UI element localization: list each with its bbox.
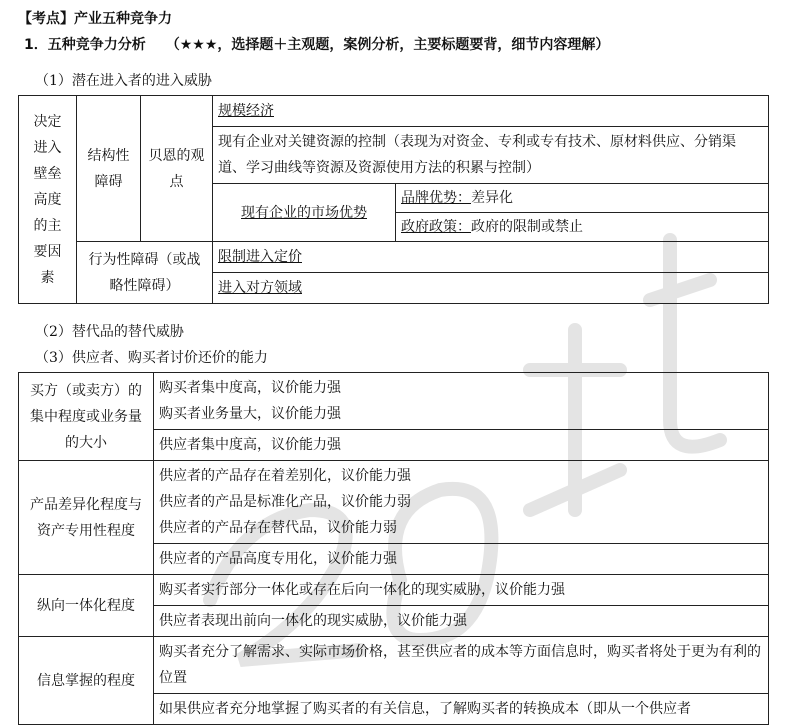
subheading-substitutes: （2）替代品的替代威胁	[35, 324, 184, 340]
concentration-label: 买方（或卖方）的集中程度或业务量的大小	[19, 373, 154, 461]
info-item: 购买者充分了解需求、实际市场价格，甚至供应者的成本等方面信息时，购买者将处于更为有利的位置	[154, 637, 769, 694]
subheading-bargaining: （3）供应者、购买者讨价还价的能力	[35, 350, 268, 366]
scale-economy: 规模经济	[213, 96, 769, 127]
info-label: 信息掌握的程度	[19, 637, 154, 725]
integration-item: 购买者实行部分一体化或存在后向一体化的现实威胁，议价能力强	[154, 575, 769, 606]
government-policy	[396, 213, 768, 241]
differentiation-label: 产品差异化程度与资产专用性程度	[19, 461, 154, 575]
key-resources: 现有企业对关键资源的控制（表现为对资金、专利或专有技术、原材料供应、分销渠道、学习曲线等资源及资源使用方法的积累与控制）	[213, 127, 769, 184]
behavioral-barrier-label: 行为性障碍（或战略性障碍）	[77, 242, 213, 304]
concentration-line: 购买者集中度高，议价能力强	[159, 380, 341, 396]
concentration-item	[154, 373, 769, 430]
concentration-line: 购买者业务量大，议价能力强	[159, 406, 341, 422]
concentration-item: 供应者集中度高，议价能力强	[154, 430, 769, 461]
section-note: （★★★，选择题＋主观题，案例分析，主要标题要背，细节内容理解）	[165, 37, 610, 53]
barrier-factors-label: 决定进入壁垒高度的主要因素	[19, 96, 77, 304]
topic-title: 【考点】产业五种竞争力	[18, 11, 172, 27]
bain-view-label: 贝恩的观点	[141, 96, 213, 242]
gov-value: 政府的限制或禁止	[471, 219, 583, 235]
gov-label: 政府政策：	[401, 219, 471, 235]
brand-value: 差异化	[471, 190, 513, 206]
differentiation-item: 供应者的产品高度专用化，议价能力强	[154, 544, 769, 575]
brand-advantage	[396, 184, 768, 213]
structural-barrier-label: 结构性障碍	[77, 96, 141, 242]
market-advantage-items	[396, 184, 769, 242]
differentiation-line: 供应者的产品是标准化产品，议价能力弱	[159, 494, 411, 510]
section-title: 1．五种竞争力分析	[24, 37, 146, 53]
integration-item: 供应者表现出前向一体化的现实威胁，议价能力强	[154, 606, 769, 637]
integration-label: 纵向一体化程度	[19, 575, 154, 637]
bargaining-power-table	[18, 372, 769, 725]
brand-label: 品牌优势：	[401, 190, 471, 206]
limit-pricing: 限制进入定价	[213, 242, 769, 273]
subheading-entrants: （1）潜在进入者的进入威胁	[35, 73, 212, 89]
info-item: 如果供应者充分地掌握了购买者的有关信息，了解购买者的转换成本（即从一个供应者	[154, 694, 769, 725]
differentiation-item	[154, 461, 769, 544]
differentiation-line: 供应者的产品存在替代品，议价能力弱	[159, 520, 397, 536]
enter-rival-field: 进入对方领域	[213, 273, 769, 304]
section-heading	[24, 34, 609, 54]
differentiation-line: 供应者的产品存在着差别化，议价能力强	[159, 468, 411, 484]
market-advantage: 现有企业的市场优势	[213, 184, 396, 242]
entry-barriers-table	[18, 95, 769, 304]
